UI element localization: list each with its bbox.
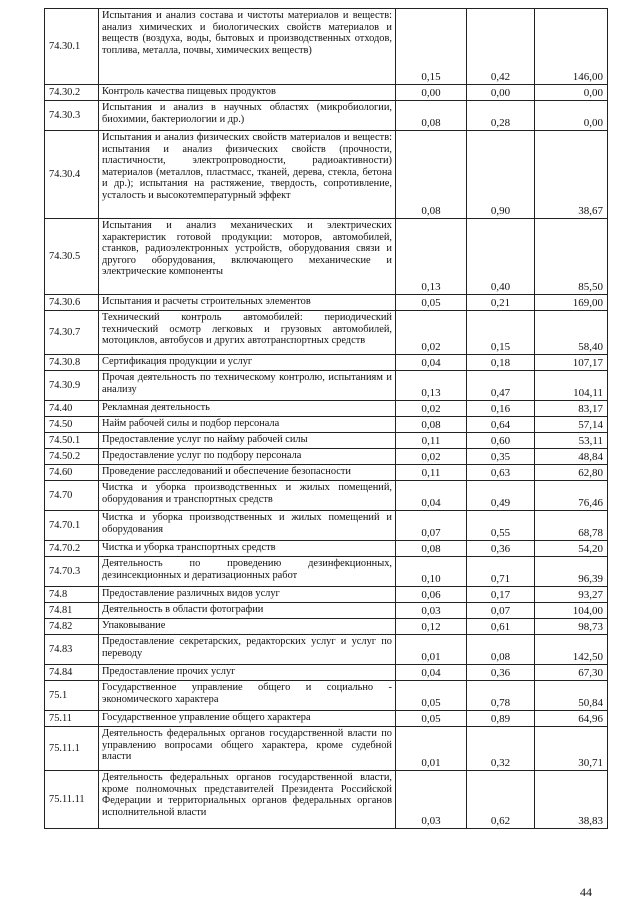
value-1-cell: 0,01: [396, 635, 467, 665]
table-row: [45, 295, 608, 311]
description-cell: Предоставление секретарских, редакторских услуг и услуг по переводу: [99, 635, 396, 665]
table-row: [45, 727, 608, 771]
value-2-cell: 0,62: [467, 771, 535, 829]
value-1-cell: 0,08: [396, 131, 467, 219]
value-1-cell: 0,04: [396, 355, 467, 371]
value-1-cell: 0,05: [396, 681, 467, 711]
value-3-cell: 83,17: [535, 401, 608, 417]
code-cell: 74.8: [45, 587, 99, 603]
value-2-cell: 0,21: [467, 295, 535, 311]
code-cell: 74.30.6: [45, 295, 99, 311]
table-row: [45, 681, 608, 711]
value-3-cell: 38,83: [535, 771, 608, 829]
value-3-cell: 57,14: [535, 417, 608, 433]
table-row: [45, 511, 608, 541]
description-cell: Чистка и уборка производственных и жилых помещений, оборудования и транспортных средств: [99, 481, 396, 511]
table-row: [45, 587, 608, 603]
value-1-cell: 0,02: [396, 311, 467, 355]
value-1-cell: 0,03: [396, 603, 467, 619]
description-cell: Упаковывание: [99, 619, 396, 635]
code-cell: 74.30.7: [45, 311, 99, 355]
description-cell: Испытания и анализ механических и электрических характеристик готовой продукции: моторов, автомобилей, станков, радиоэлектронных устройств, оборудования связи и другого оборудования, включающего механические и электрические компоненты: [99, 219, 396, 295]
code-cell: 74.50.2: [45, 449, 99, 465]
value-3-cell: 48,84: [535, 449, 608, 465]
description-cell: Технический контроль автомобилей: периодический технический осмотр легковых и грузовых автомобилей, мотоциклов, автобусов и других автотранспортных средств: [99, 311, 396, 355]
value-2-cell: 0,42: [467, 9, 535, 85]
code-cell: 74.70.2: [45, 541, 99, 557]
value-2-cell: 0,49: [467, 481, 535, 511]
value-1-cell: 0,03: [396, 771, 467, 829]
value-1-cell: 0,05: [396, 295, 467, 311]
code-cell: 74.40: [45, 401, 99, 417]
description-cell: Деятельность федеральных органов государственной власти, кроме полномочных представителей Президента Российской Федерации и территориальных органов федеральных органов исполнительной власти: [99, 771, 396, 829]
value-3-cell: 0,00: [535, 85, 608, 101]
value-2-cell: 0,78: [467, 681, 535, 711]
value-2-cell: 0,32: [467, 727, 535, 771]
table-row: [45, 433, 608, 449]
table-row: [45, 619, 608, 635]
value-3-cell: 0,00: [535, 101, 608, 131]
value-1-cell: 0,02: [396, 449, 467, 465]
value-2-cell: 0,28: [467, 101, 535, 131]
description-cell: Деятельность по проведению дезинфекционных, дезинсекционных и дератизационных работ: [99, 557, 396, 587]
value-2-cell: 0,35: [467, 449, 535, 465]
value-2-cell: 0,63: [467, 465, 535, 481]
table-row: [45, 557, 608, 587]
description-cell: Государственное управление общего и социально - экономического характера: [99, 681, 396, 711]
code-cell: 74.83: [45, 635, 99, 665]
code-cell: 75.11: [45, 711, 99, 727]
code-cell: 74.50: [45, 417, 99, 433]
value-2-cell: 0,15: [467, 311, 535, 355]
table-row: [45, 371, 608, 401]
value-2-cell: 0,71: [467, 557, 535, 587]
code-cell: 74.30.4: [45, 131, 99, 219]
description-cell: Сертификация продукции и услуг: [99, 355, 396, 371]
value-2-cell: 0,61: [467, 619, 535, 635]
table-row: [45, 417, 608, 433]
description-cell: Предоставление различных видов услуг: [99, 587, 396, 603]
value-2-cell: 0,55: [467, 511, 535, 541]
description-cell: Испытания и анализ в научных областях (микробиологии, биохимии, бактериологии и др.): [99, 101, 396, 131]
value-2-cell: 0,07: [467, 603, 535, 619]
value-2-cell: 0,36: [467, 665, 535, 681]
description-cell: Чистка и уборка производственных и жилых помещений и оборудования: [99, 511, 396, 541]
code-cell: 75.1: [45, 681, 99, 711]
description-cell: Деятельность в области фотографии: [99, 603, 396, 619]
value-2-cell: 0,90: [467, 131, 535, 219]
value-3-cell: 54,20: [535, 541, 608, 557]
description-cell: Предоставление прочих услуг: [99, 665, 396, 681]
value-3-cell: 85,50: [535, 219, 608, 295]
value-1-cell: 0,06: [396, 587, 467, 603]
description-cell: Деятельность федеральных органов государственной власти по управлению вопросами общего характера, кроме судебной власти: [99, 727, 396, 771]
table-row: [45, 635, 608, 665]
value-3-cell: 30,71: [535, 727, 608, 771]
table-row: [45, 219, 608, 295]
value-3-cell: 142,50: [535, 635, 608, 665]
table-row: [45, 401, 608, 417]
value-3-cell: 96,39: [535, 557, 608, 587]
value-3-cell: 107,17: [535, 355, 608, 371]
value-3-cell: 98,73: [535, 619, 608, 635]
table-row: [45, 541, 608, 557]
table-row: [45, 131, 608, 219]
value-3-cell: 58,40: [535, 311, 608, 355]
code-cell: 74.30.1: [45, 9, 99, 85]
table-row: [45, 665, 608, 681]
code-cell: 74.84: [45, 665, 99, 681]
code-cell: 74.70.1: [45, 511, 99, 541]
table-row: [45, 101, 608, 131]
value-2-cell: 0,40: [467, 219, 535, 295]
value-1-cell: 0,01: [396, 727, 467, 771]
value-1-cell: 0,10: [396, 557, 467, 587]
code-cell: 74.81: [45, 603, 99, 619]
code-cell: 74.50.1: [45, 433, 99, 449]
value-3-cell: 67,30: [535, 665, 608, 681]
table-row: [45, 771, 608, 829]
value-2-cell: 0,17: [467, 587, 535, 603]
value-2-cell: 0,64: [467, 417, 535, 433]
table-row: [45, 465, 608, 481]
value-3-cell: 50,84: [535, 681, 608, 711]
value-3-cell: 104,11: [535, 371, 608, 401]
value-3-cell: 68,78: [535, 511, 608, 541]
code-cell: 75.11.11: [45, 771, 99, 829]
description-cell: Найм рабочей силы и подбор персонала: [99, 417, 396, 433]
value-2-cell: 0,18: [467, 355, 535, 371]
value-1-cell: 0,15: [396, 9, 467, 85]
code-cell: 74.70: [45, 481, 99, 511]
code-cell: 75.11.1: [45, 727, 99, 771]
table-row: [45, 449, 608, 465]
description-cell: Испытания и расчеты строительных элементов: [99, 295, 396, 311]
description-cell: Прочая деятельность по техническому контролю, испытаниям и анализу: [99, 371, 396, 401]
table-row: [45, 603, 608, 619]
value-1-cell: 0,00: [396, 85, 467, 101]
description-cell: Государственное управление общего характера: [99, 711, 396, 727]
value-3-cell: 64,96: [535, 711, 608, 727]
value-3-cell: 169,00: [535, 295, 608, 311]
table-row: [45, 311, 608, 355]
code-cell: 74.82: [45, 619, 99, 635]
value-1-cell: 0,02: [396, 401, 467, 417]
rates-table-body: [45, 9, 608, 829]
description-cell: Рекламная деятельность: [99, 401, 396, 417]
code-cell: 74.30.8: [45, 355, 99, 371]
table-row: [45, 481, 608, 511]
value-2-cell: 0,89: [467, 711, 535, 727]
value-1-cell: 0,04: [396, 665, 467, 681]
description-cell: Испытания и анализ состава и чистоты материалов и веществ: анализ химических и биологических свойств материалов и веществ (воздуха, воды, бытовых и производственных отходов, топлива, металла, почвы, химических веществ): [99, 9, 396, 85]
value-3-cell: 93,27: [535, 587, 608, 603]
value-1-cell: 0,08: [396, 541, 467, 557]
description-cell: Испытания и анализ физических свойств материалов и веществ: испытания и анализ физических свойств (прочности, пластичности, электропроводности, радиоактивности) материалов (металлов, пластмасс, тканей, дерева, стекла, бетона и др.); испытания на растяжение, твердость, сопротивление, усталость и высокотемпературный эффект: [99, 131, 396, 219]
value-3-cell: 146,00: [535, 9, 608, 85]
table-row: [45, 355, 608, 371]
value-3-cell: 62,80: [535, 465, 608, 481]
table-row: [45, 711, 608, 727]
value-3-cell: 53,11: [535, 433, 608, 449]
value-1-cell: 0,12: [396, 619, 467, 635]
value-1-cell: 0,11: [396, 433, 467, 449]
description-cell: Чистка и уборка транспортных средств: [99, 541, 396, 557]
value-1-cell: 0,07: [396, 511, 467, 541]
value-1-cell: 0,04: [396, 481, 467, 511]
code-cell: 74.30.5: [45, 219, 99, 295]
value-2-cell: 0,60: [467, 433, 535, 449]
value-2-cell: 0,36: [467, 541, 535, 557]
code-cell: 74.60: [45, 465, 99, 481]
table-row: [45, 85, 608, 101]
value-1-cell: 0,11: [396, 465, 467, 481]
value-1-cell: 0,13: [396, 219, 467, 295]
value-2-cell: 0,47: [467, 371, 535, 401]
value-3-cell: 38,67: [535, 131, 608, 219]
value-1-cell: 0,05: [396, 711, 467, 727]
description-cell: Проведение расследований и обеспечение безопасности: [99, 465, 396, 481]
rates-table: [44, 8, 608, 829]
value-2-cell: 0,16: [467, 401, 535, 417]
description-cell: Предоставление услуг по найму рабочей силы: [99, 433, 396, 449]
code-cell: 74.30.9: [45, 371, 99, 401]
value-2-cell: 0,08: [467, 635, 535, 665]
description-cell: Контроль качества пищевых продуктов: [99, 85, 396, 101]
code-cell: 74.70.3: [45, 557, 99, 587]
page-number: 44: [580, 885, 592, 899]
code-cell: 74.30.2: [45, 85, 99, 101]
value-2-cell: 0,00: [467, 85, 535, 101]
value-1-cell: 0,08: [396, 101, 467, 131]
value-3-cell: 104,00: [535, 603, 608, 619]
value-1-cell: 0,08: [396, 417, 467, 433]
table-row: [45, 9, 608, 85]
description-cell: Предоставление услуг по подбору персонала: [99, 449, 396, 465]
code-cell: 74.30.3: [45, 101, 99, 131]
value-1-cell: 0,13: [396, 371, 467, 401]
value-3-cell: 76,46: [535, 481, 608, 511]
